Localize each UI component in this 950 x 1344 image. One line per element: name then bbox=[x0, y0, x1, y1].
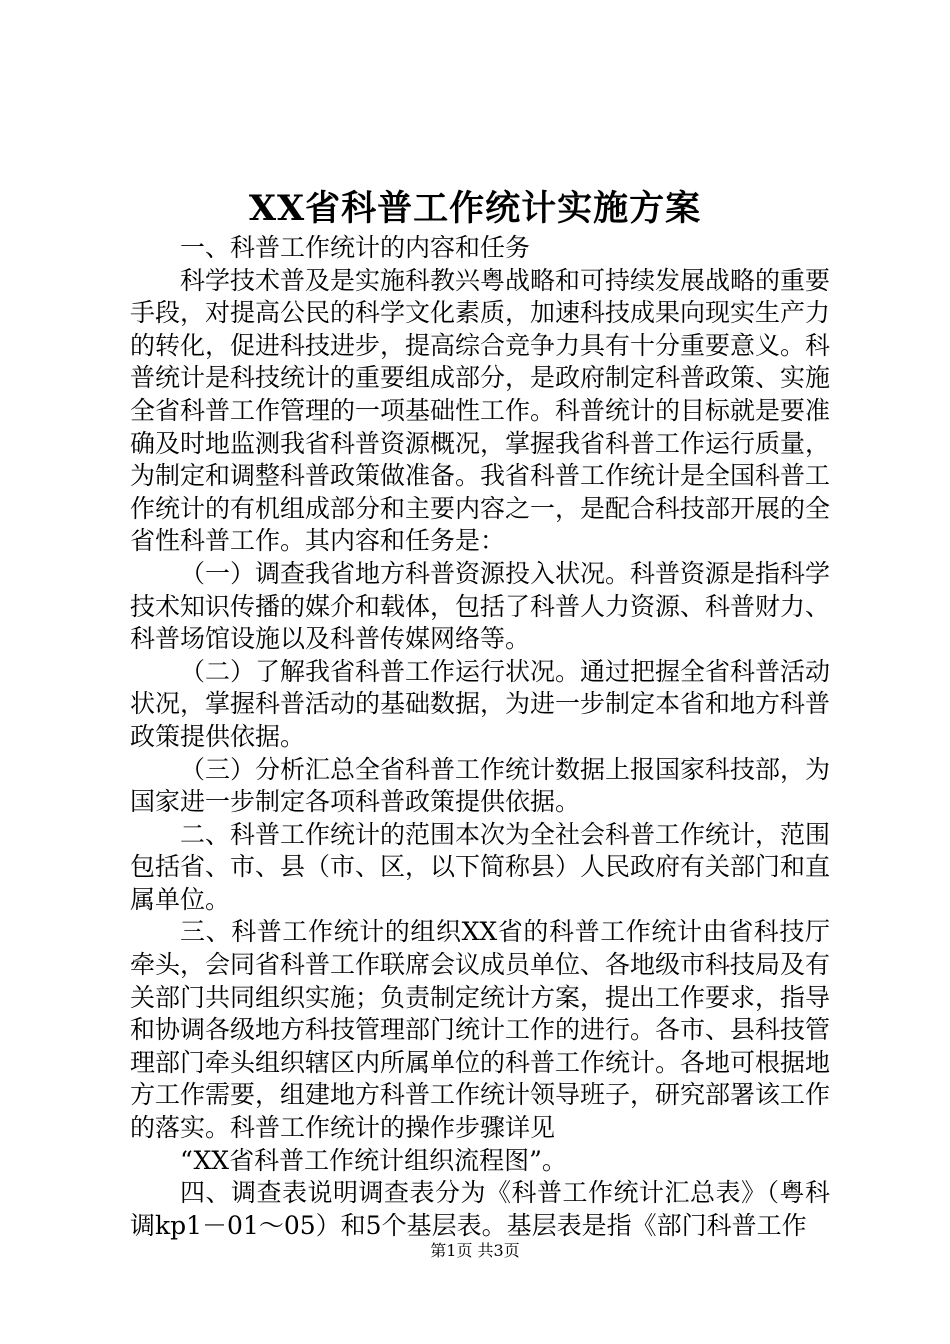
paragraph-section-3: 三、科普工作统计的组织XX省的科普工作统计由省科技厅牵头，会同省科普工作联席会议成员单位、各地级市科技局及有关部门共同组织实施；负责制定统计方案，提出工作要求，指导和协调各级地方科技管理部门统计工作的进行。各市、县科技管理部门牵头组织辖区内所属单位的科普工作统计。各地可根据地方工作需要，组建地方科普工作统计领导班子，研究部署该工作的落实。科普工作统计的操作步骤详见 bbox=[130, 917, 831, 1143]
page-footer: 第1页 共3页 bbox=[430, 1241, 520, 1260]
paragraph-intro: 科学技术普及是实施科教兴粤战略和可持续发展战略的重要手段，对提高公民的科学文化素质，加速科技成果向现实生产力的转化，促进科技进步，提高综合竞争力具有十分重要意义。科普统计是科技统计的重要组成部分，是政府制定科普政策、实施全省科普工作管理的一项基础性工作。科普统计的目标就是要准确及时地监测我省科普资源概况，掌握我省科普工作运行质量，为制定和调整科普政策做准备。我省科普工作统计是全国科普工作统计的有机组成部分和主要内容之一，是配合科技部开展的全省性科普工作。其内容和任务是： bbox=[130, 265, 831, 556]
paragraph-item-3: （三）分析汇总全省科普工作统计数据上报国家科技部，为国家进一步制定各项科普政策提供依据。 bbox=[130, 754, 831, 817]
document-body bbox=[130, 232, 830, 1242]
paragraph-item-2: （二）了解我省科普工作运行状况。通过把握全省科普活动状况，掌握科普活动的基础数据，为进一步制定本省和地方科普政策提供依据。 bbox=[130, 656, 831, 751]
paragraph-section-2: 二、科普工作统计的范围本次为全社会科普工作统计，范围包括省、市、县（市、区，以下简称县）人民政府有关部门和直属单位。 bbox=[130, 819, 831, 914]
paragraph-section-4: 四、调查表说明调查表分为《科普工作统计汇总表》（粤科调kp1－01～05）和5个基层表。基层表是指《部门科普工作 bbox=[130, 1178, 830, 1240]
paragraph-flowchart-ref: “XX省科普工作统计组织流程图”。 bbox=[180, 1145, 567, 1175]
paragraph-item-1: （一）调查我省地方科普资源投入状况。科普资源是指科学技术知识传播的媒介和载体，包括了科普人力资源、科普财力、科普场馆设施以及科普传媒网络等。 bbox=[130, 558, 831, 654]
section-heading-1: 一、科普工作统计的内容和任务 bbox=[180, 233, 531, 262]
document-title: XX省科普工作统计实施方案 bbox=[248, 188, 702, 229]
